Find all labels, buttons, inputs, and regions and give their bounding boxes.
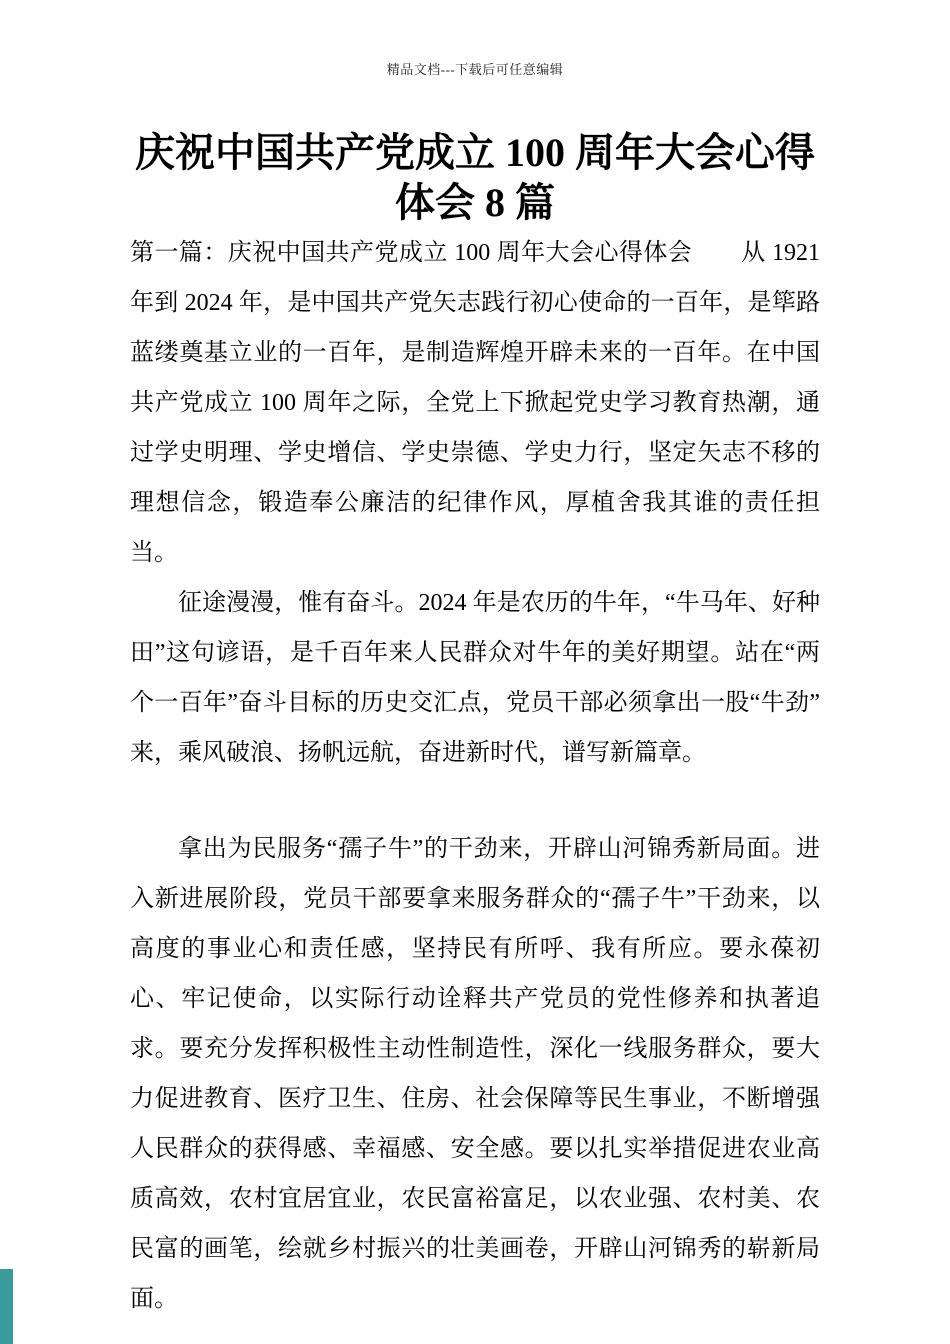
page-title-line-1: 庆祝中国共产党成立 100 周年大会心得 [135,130,815,175]
paragraph-3: 拿出为民服务“孺子牛”的干劲来，开辟山河锦秀新局面。进入新进展阶段，党员干部要拿来服务群众的“孺子牛”干劲来，以高度的事业心和责任感，坚持民有所呼、我有所应。要永葆初心、牢记使命，以实际行动诠释共产党员的党性修养和执著追求。要充分发挥积极性主动性制造性，深化一线服务群众，要大力促进教育、医疗卫生、住房、社会保障等民生事业，不断增强人民群众的获得感、幸福感、安全感。要以扎实举措促进农业高质高效，农村宜居宜业，农民富裕富足，以农业强、农村美、农民富的画笔，绘就乡村振兴的壮美画卷，开辟山河锦秀的崭新局面。 [130,836,820,1312]
document-body [130,228,820,1324]
paragraph-2: 征途漫漫，惟有奋斗。2024 年是农历的牛年，“牛马年、好种田”这句谚语，是千百年来人民群众对牛年的美好期望。站在“两个一百年”奋斗目标的历史交汇点，党员干部必须拿出一股“牛劲”来，乘风破浪、扬帆远航，奋进新时代，谱写新篇章。 [130,590,820,766]
paragraph-1: 第一篇：庆祝中国共产党成立 100 周年大会心得体会 从 1921 年到 2024 年，是中国共产党矢志践行初心使命的一百年，是筚路蓝缕奠基立业的一百年，是制造辉煌开辟未来的一百年。在中国共产党成立 100 周年之际，全党上下掀起党史学习教育热潮，通过学史明理、学史增信、学史崇德、学史力行，坚定矢志不移的理想信念，锻造奉公廉洁的纪律作风，厚植舍我其谁的责任担当。 [130,240,820,566]
page-title-line-2: 体会 8 篇 [395,180,555,225]
header-note: 精品文档---下载后可任意编辑 [386,62,564,77]
page-corner-accent-bar [0,1269,13,1344]
page-title [85,128,865,228]
